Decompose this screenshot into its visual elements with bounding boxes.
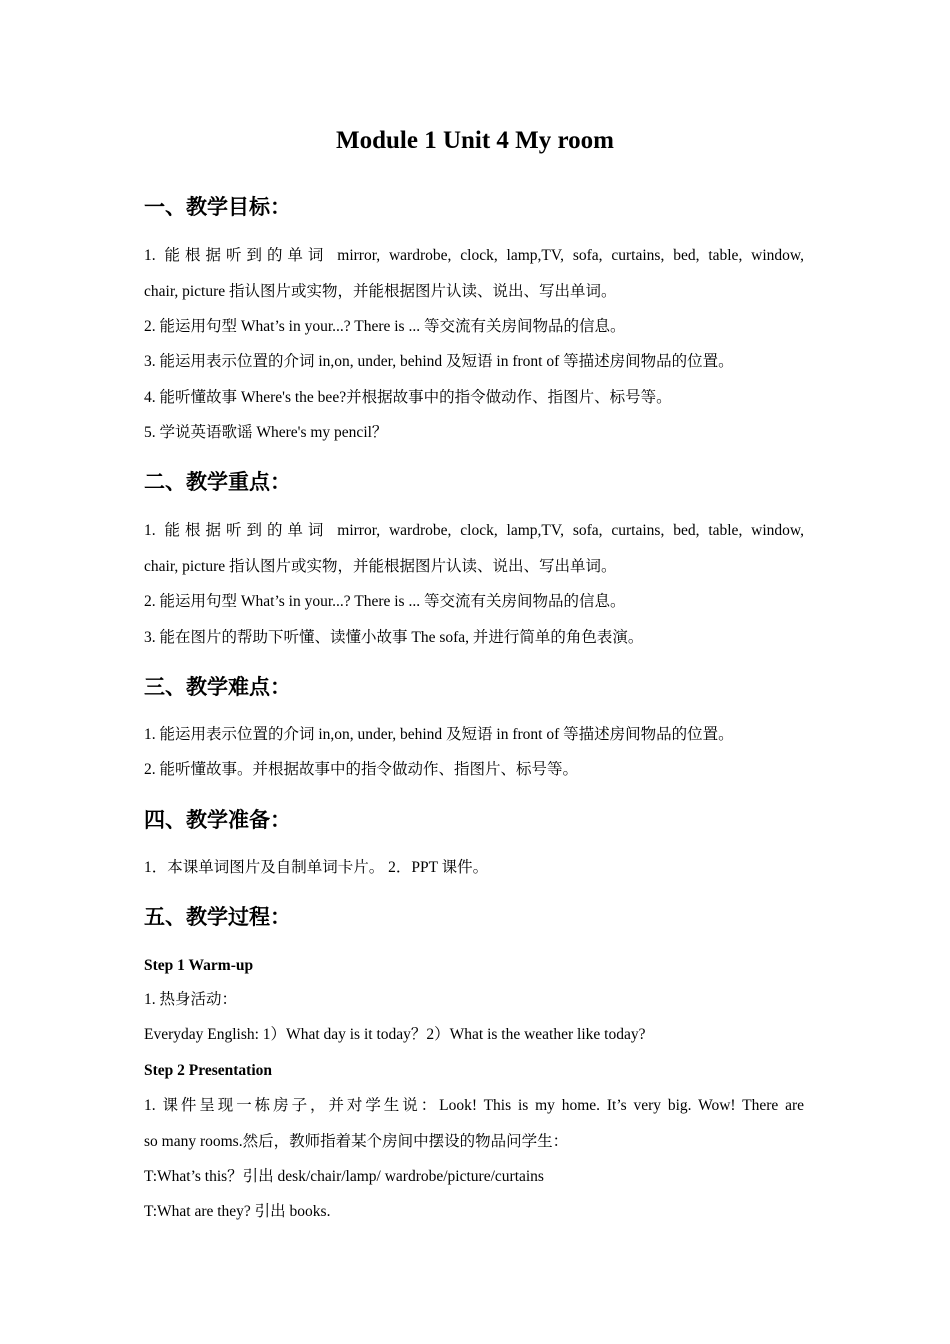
section-heading-process: 五、教学过程： bbox=[144, 905, 291, 929]
section-heading-preparation: 四、教学准备： bbox=[144, 808, 291, 832]
difficulty-line-2: 2. 能听懂故事。并根据故事中的指令做动作、指图片、标号等。 bbox=[144, 761, 579, 778]
objective-line-4: 4. 能听懂故事 Where's the bee?并根据故事中的指令做动作、指图片、标号等。 bbox=[144, 389, 672, 406]
objective-line-1-cont: chair, picture 指认图片或实物，并能根据图片认读、说出、写出单词。 bbox=[144, 283, 617, 300]
document-title: Module 1 Unit 4 My room bbox=[336, 127, 614, 154]
difficulty-line-1: 1. 能运用表示位置的介词 in,on, under, behind 及短语 in front of 等描述房间物品的位置。 bbox=[144, 726, 734, 743]
step2-item-3: T:What’s this？引出 desk/chair/lamp/ wardrobe/picture/curtains bbox=[144, 1168, 544, 1185]
key-point-line-1-cont: chair, picture 指认图片或实物，并能根据图片认读、说出、写出单词。 bbox=[144, 558, 617, 575]
section-heading-objectives: 一、教学目标： bbox=[144, 195, 291, 219]
step2-title: Step 2 Presentation bbox=[144, 1062, 273, 1079]
section-heading-key-points: 二、教学重点： bbox=[144, 470, 291, 494]
step1-item-1: 1. 热身活动： bbox=[144, 991, 238, 1008]
objective-line-2: 2. 能运用句型 What’s in your...? There is ... 等交流有关房间物品的信息。 bbox=[144, 318, 626, 335]
key-point-line-3: 3. 能在图片的帮助下听懂、读懂小故事 The sofa, 并进行简单的角色表演。 bbox=[144, 629, 644, 646]
objective-line-1: 1. 能根据听到的单词 mirror, wardrobe, clock, lamp,TV, sofa, curtains, bed, table, window, bbox=[144, 247, 804, 264]
objective-line-5: 5. 学说英语歌谣 Where's my pencil？ bbox=[144, 424, 388, 441]
key-point-line-1: 1. 能根据听到的单词 mirror, wardrobe, clock, lamp,TV, sofa, curtains, bed, table, window, bbox=[144, 522, 804, 539]
preparation-line: 1．本课单词图片及自制单词卡片。 2．PPT 课件。 bbox=[144, 859, 489, 876]
step1-item-2: Everyday English: 1）What day is it today？2）What is the weather like today? bbox=[144, 1026, 646, 1043]
objective-line-3: 3. 能运用表示位置的介词 in,on, under, behind 及短语 in front of 等描述房间物品的位置。 bbox=[144, 353, 734, 370]
step2-item-1: 1. 课件呈现一栋房子，并对学生说：Look! This is my home. It’s very big. Wow! There are bbox=[144, 1097, 804, 1114]
step2-item-4: T:What are they? 引出 books. bbox=[144, 1203, 331, 1220]
step2-item-2: so many rooms.然后，教师指着某个房间中摆设的物品问学生： bbox=[144, 1133, 569, 1150]
section-heading-difficulties: 三、教学难点： bbox=[144, 675, 291, 699]
step1-title: Step 1 Warm-up bbox=[144, 957, 254, 974]
key-point-line-2: 2. 能运用句型 What’s in your...? There is ... 等交流有关房间物品的信息。 bbox=[144, 593, 626, 610]
